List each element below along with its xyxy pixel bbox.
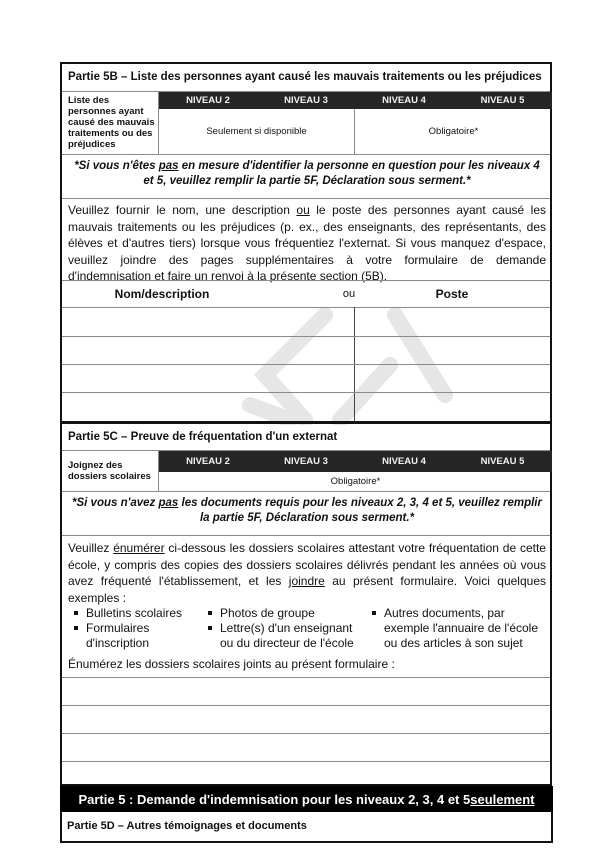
table-row xyxy=(62,337,550,365)
table-row xyxy=(62,393,550,421)
section-5c-title: Partie 5C – Preuve de fréquentation d'un externat xyxy=(68,431,338,443)
table-header-position: Poste xyxy=(435,286,469,301)
table-header-or: ou xyxy=(342,287,356,300)
level-4-header: NIVEAU 4 xyxy=(382,95,426,106)
level-2-header: NIVEAU 2 xyxy=(186,456,230,467)
section-5b-row-label: Liste des personnes ayant causé des mauvais traitements ou des préjudices xyxy=(68,95,155,150)
name-input[interactable] xyxy=(62,337,354,365)
records-line-4[interactable] xyxy=(62,762,550,784)
section-5b-note: *Si vous n'êtes pas en mesure d'identifier la personne en question pour les niveaux 4 et 5, veuillez remplir la partie 5F, Déclaration sous serment.* xyxy=(74,160,540,187)
section-5d-title: Partie 5D – Autres témoignages et documents xyxy=(67,820,307,832)
level-5-header: NIVEAU 5 xyxy=(480,95,525,106)
form-section-5b-5c xyxy=(60,62,552,786)
examples-column-2 xyxy=(202,606,367,651)
level-3-header: NIVEAU 3 xyxy=(284,95,328,106)
section-5c-note: *Si vous n'avez pas les documents requis pour les niveaux 2, 3, 4 et 5, veuillez remplir la partie 5F, Déclaration sous serment.* xyxy=(72,497,542,524)
part-5-banner: Partie 5 : Demande d'indemnisation pour les niveaux 2, 3, 4 et 5 seulement xyxy=(60,786,553,812)
examples-column-1 xyxy=(68,606,203,651)
position-input[interactable] xyxy=(355,365,550,393)
requirement-levels-4-5: Obligatoire* xyxy=(428,126,479,137)
section-5b-levels-header xyxy=(159,92,552,109)
requirement-levels-2-3: Seulement si disponible xyxy=(206,126,307,137)
example-item: Bulletins scolaires xyxy=(68,606,203,621)
section-5b-instructions: Veuillez fournir le nom, une description ou le poste des personnes ayant causé les mauvais traitements ou les préjudices (p. ex., des enseignants, des représentants, des élèves et d'autres tiers) lorsque vous fréquentiez l'externat. Si vous manquez d'espace, veuillez joindre des pages supplémentaires à votre formulaire de demande d'indemnisation et faire un renvoi à la présente section (5B). xyxy=(68,203,547,283)
example-item: Formulaires d'inscription xyxy=(68,621,203,651)
level-5-header: NIVEAU 5 xyxy=(480,456,525,467)
level-4-header: NIVEAU 4 xyxy=(382,456,426,467)
table-row xyxy=(62,365,550,393)
level-2-header: NIVEAU 2 xyxy=(186,95,230,106)
records-list-label: Énumérez les dossiers scolaires joints au présent formulaire : xyxy=(68,657,395,671)
table-row xyxy=(62,308,550,336)
section-5c-levels-header xyxy=(159,451,552,472)
name-input[interactable] xyxy=(62,393,354,421)
section-5d xyxy=(60,812,553,843)
requirement-all-levels: Obligatoire* xyxy=(330,476,381,487)
records-line-1[interactable] xyxy=(62,678,550,705)
position-input[interactable] xyxy=(355,337,550,365)
level-3-header: NIVEAU 3 xyxy=(284,456,328,467)
name-input[interactable] xyxy=(62,365,354,393)
position-input[interactable] xyxy=(355,393,550,421)
records-line-3[interactable] xyxy=(62,734,550,761)
section-5c-row-label: Joignez des dossiers scolaires xyxy=(68,460,151,482)
name-input[interactable] xyxy=(62,308,354,336)
example-item: Lettre(s) d'un enseignant ou du directeur de l'école xyxy=(202,621,367,651)
section-5c-instructions: Veuillez énumérer ci-dessous les dossiers scolaires attestant votre fréquentation de cette école, y compris des copies des dossiers scolaires délivrés pendant les années où vous avez fréquenté l'établissement, et les joindre au présent formulaire. Voici quelques exemples : xyxy=(68,541,546,605)
position-input[interactable] xyxy=(355,308,550,336)
examples-column-3 xyxy=(366,606,552,651)
section-5b-title: Partie 5B – Liste des personnes ayant causé les mauvais traitements ou les préjudices xyxy=(68,71,542,83)
example-item: Photos de groupe xyxy=(202,606,367,621)
records-line-2[interactable] xyxy=(62,706,550,733)
table-header-name: Nom/description xyxy=(114,286,210,301)
example-item: Autres documents, par exemple l'annuaire de l'école ou des articles à son sujet xyxy=(366,606,552,651)
